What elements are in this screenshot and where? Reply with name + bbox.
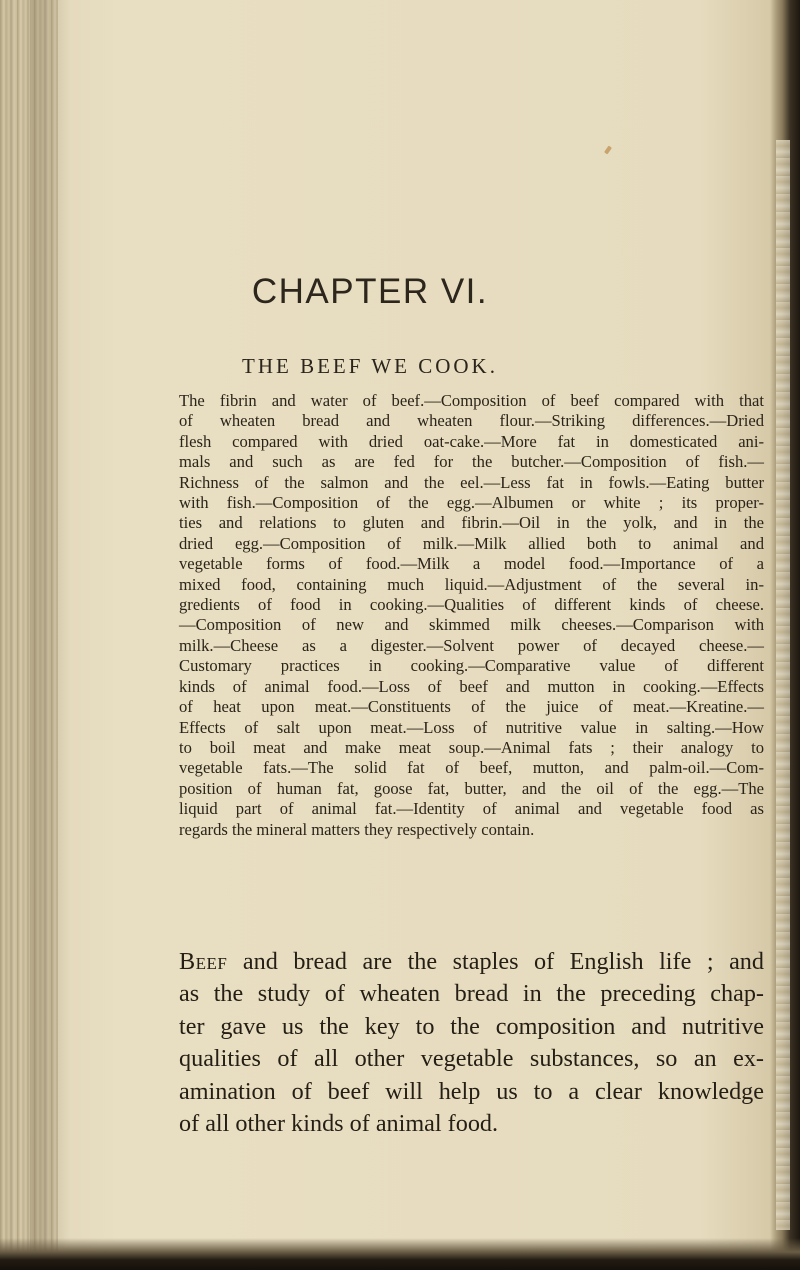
synopsis-line: vegetable forms of food.—Milk a model food.—Importance of a: [179, 554, 764, 574]
chapter-title: CHAPTER VI.: [251, 272, 489, 311]
body-line: qualities of all other vegetable substances, so an ex-: [179, 1045, 764, 1073]
synopsis-line: —Composition of new and skimmed milk cheeses.—Comparison with: [179, 615, 764, 635]
synopsis-line: vegetable fats.—The solid fat of beef, mutton, and palm-oil.—Com-: [179, 758, 764, 778]
synopsis-line: mals and such as are fed for the butcher.—Composition of fish.—: [179, 452, 764, 472]
synopsis-line: Effects of salt upon meat.—Loss of nutritive value in salting.—How: [179, 717, 764, 737]
synopsis-line: flesh compared with dried oat-cake.—More fat in domesticated ani-: [179, 431, 764, 451]
body-line-text: and bread are the staples of English life ; and: [227, 948, 764, 975]
opening-word: Beef: [179, 948, 228, 975]
body-line: as the study of wheaten bread in the preceding chap-: [179, 980, 764, 1008]
synopsis-line: liquid part of animal fat.—Identity of animal and vegetable food as: [179, 799, 764, 819]
synopsis-line: position of human fat, goose fat, butter, and the oil of the egg.—The: [179, 778, 764, 798]
synopsis-line: of heat upon meat.—Constituents of the juice of meat.—Kreatine.—: [179, 697, 764, 717]
page-stack-edge: [776, 140, 790, 1230]
chapter-subtitle: THE BEEF WE COOK.: [242, 354, 498, 378]
body-line: ter gave us the key to the composition and nutritive: [179, 1012, 764, 1040]
synopsis-line: Richness of the salmon and the eel.—Less fat in fowls.—Eating butter: [179, 472, 764, 492]
synopsis-line: mixed food, containing much liquid.—Adjustment of the several in-: [179, 574, 764, 594]
body-paragraph: [179, 946, 764, 1140]
synopsis-line: The fibrin and water of beef.—Composition of beef compared with that: [179, 391, 764, 410]
body-line: [179, 946, 764, 978]
synopsis-line: of wheaten bread and wheaten flour.—Striking differences.—Dried: [179, 411, 764, 431]
synopsis-line: regards the mineral matters they respectively contain.: [179, 819, 535, 839]
synopsis-line: kinds of animal food.—Loss of beef and mutton in cooking.—Effects: [179, 676, 764, 696]
body-line: amination of beef will help us to a clear knowledge: [179, 1077, 764, 1105]
ink-mark: [604, 146, 612, 155]
chapter-synopsis: [179, 391, 764, 840]
synopsis-line: with fish.—Composition of the egg.—Albumen or white ; its proper-: [179, 493, 764, 513]
gutter-shadow: [30, 0, 70, 1270]
synopsis-line: dried egg.—Composition of milk.—Milk allied both to animal and: [179, 533, 764, 553]
synopsis-line: to boil meat and make meat soup.—Animal fats ; their analogy to: [179, 737, 764, 757]
synopsis-line: Customary practices in cooking.—Comparative value of different: [179, 656, 764, 676]
page-edge-bottom: [0, 1238, 800, 1270]
synopsis-line: ties and relations to gluten and fibrin.—Oil in the yolk, and in the: [179, 513, 764, 533]
body-line: of all other kinds of animal food.: [179, 1110, 499, 1138]
synopsis-line: milk.—Cheese as a digester.—Solvent power of decayed cheese.—: [179, 635, 764, 655]
synopsis-line: gredients of food in cooking.—Qualities of different kinds of cheese.: [179, 595, 764, 615]
